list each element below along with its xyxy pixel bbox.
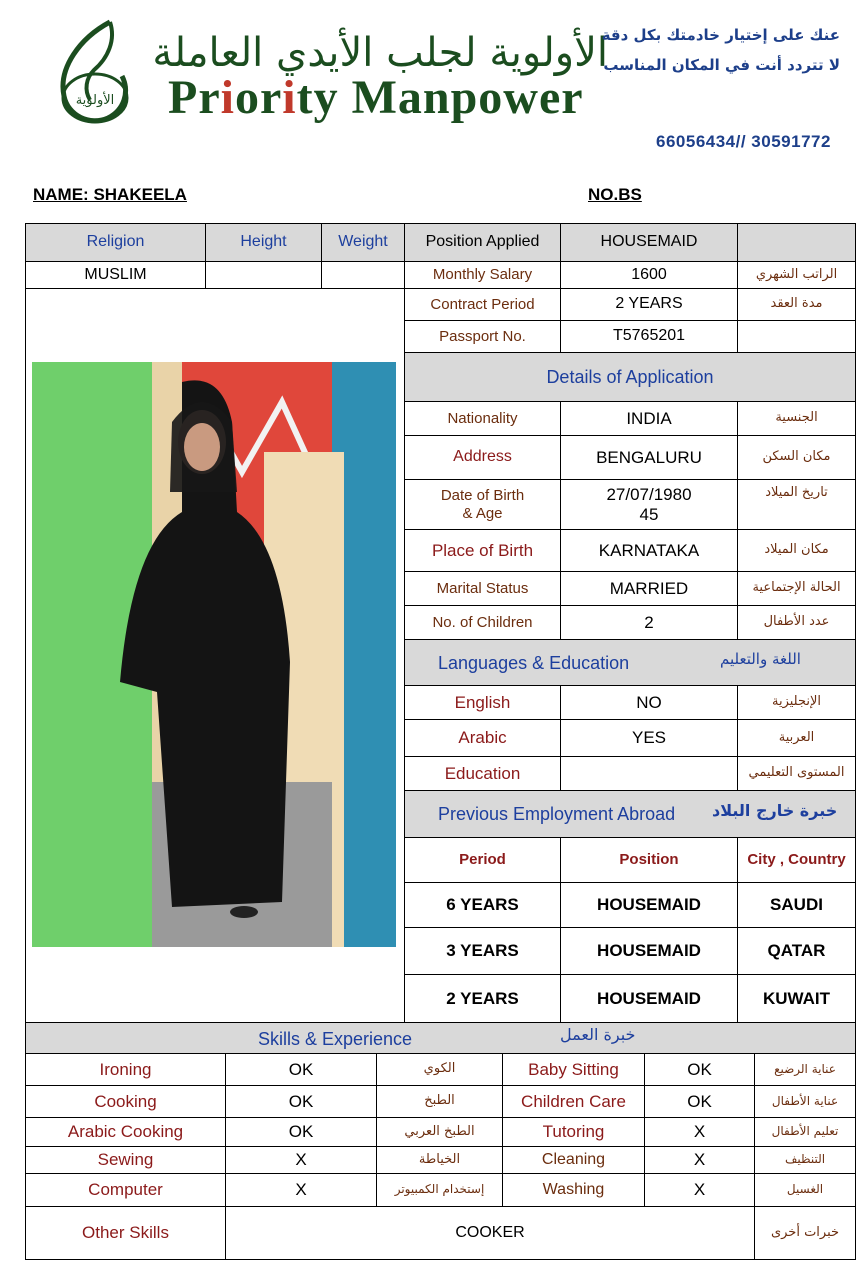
skill-arabic-cooking-arabic: الطبخ العربي [376, 1117, 503, 1147]
contract-label: Contract Period [404, 288, 561, 321]
education-value [560, 756, 738, 791]
skill-tutoring-arabic: تعليم الأطفال [754, 1117, 856, 1147]
employment-row-1-location: SAUDI [737, 882, 856, 928]
nationality-label: Nationality [404, 401, 561, 436]
employment-row-1-position: HOUSEMAID [560, 882, 738, 928]
skill-computer-label: Computer [25, 1173, 226, 1207]
candidate-photo [32, 362, 396, 947]
dob-value: 27/07/1980 45 [560, 479, 738, 530]
reference-number: NO.BS [588, 185, 642, 204]
skill-ironing-arabic: الكوي [376, 1053, 503, 1086]
employment-header: Previous Employment Abroad [438, 804, 676, 824]
skills-header: Skills & Experience [258, 1029, 413, 1049]
contract-arabic: مدة العقد [737, 288, 856, 321]
skill-children-care-arabic: عناية الأطفال [754, 1085, 856, 1118]
weight-value [321, 261, 405, 289]
employment-row-2-location: QATAR [737, 927, 856, 975]
skill-arabic-cooking-value: OK [225, 1117, 377, 1147]
skill-ironing-label: Ironing [25, 1053, 226, 1086]
nationality-arabic: الجنسية [737, 401, 856, 436]
skill-computer-arabic: إستخدام الكمبيوتر [376, 1173, 503, 1207]
skill-sewing-label: Sewing [25, 1146, 226, 1174]
passport-blank-cell [737, 320, 856, 353]
education-arabic: المستوى التعليمي [737, 756, 856, 791]
marital-status-arabic: الحالة الإجتماعية [737, 571, 856, 606]
skill-arabic-cooking-label: Arabic Cooking [25, 1117, 226, 1147]
children-arabic: عدد الأطفال [737, 605, 856, 640]
arabic-label: Arabic [404, 719, 561, 757]
skill-children-care-value: OK [644, 1085, 755, 1118]
languages-header: Languages & Education [438, 653, 630, 673]
place-of-birth-label: Place of Birth [404, 529, 561, 572]
address-value: BENGALURU [560, 435, 738, 480]
phone-numbers: 66056434// 30591772 [656, 132, 831, 151]
height-header: Height [205, 223, 322, 262]
place-of-birth-arabic: مكان الميلاد [737, 529, 856, 572]
skill-cleaning-value: X [644, 1146, 755, 1174]
english-arabic: الإنجليزية [737, 685, 856, 720]
nationality-value: INDIA [560, 401, 738, 436]
skill-cooking-value: OK [225, 1085, 377, 1118]
marital-status-label: Marital Status [404, 571, 561, 606]
skills-header-row [25, 1022, 856, 1054]
employment-col-period: Period [404, 837, 561, 883]
dob-arabic: تاريخ الميلاد [737, 479, 856, 530]
skill-ironing-value: OK [225, 1053, 377, 1086]
employment-row-3-location: KUWAIT [737, 974, 856, 1023]
skill-tutoring-label: Tutoring [502, 1117, 645, 1147]
skill-tutoring-value: X [644, 1117, 755, 1147]
svg-text:الأولوية: الأولوية [75, 93, 115, 108]
salary-arabic: الراتب الشهري [737, 261, 856, 289]
other-skills-arabic: خبرات أخرى [754, 1206, 856, 1260]
height-value [205, 261, 322, 289]
skills-header-arabic: خبرة العمل [560, 1025, 636, 1044]
passport-label: Passport No. [404, 320, 561, 353]
salary-value: 1600 [560, 261, 738, 289]
skill-washing-label: Washing [502, 1173, 645, 1207]
position-applied-value: HOUSEMAID [560, 223, 738, 262]
languages-header-arabic: اللغة والتعليم [720, 650, 801, 668]
employment-row-1-period: 6 YEARS [404, 882, 561, 928]
skill-computer-value: X [225, 1173, 377, 1207]
skill-cleaning-arabic: التنظيف [754, 1146, 856, 1174]
position-blank-cell [737, 223, 856, 262]
company-name-arabic: الأولوية لجلب الأيدي العاملة [152, 30, 608, 76]
slogan-line-1: عنك على إختيار خادمتك بكل دقة [601, 26, 840, 44]
english-label: English [404, 685, 561, 720]
employment-header-arabic: خبرة خارج البلاد [712, 801, 838, 820]
education-label: Education [404, 756, 561, 791]
company-emblem-logo [50, 18, 136, 130]
employment-row-3-period: 2 YEARS [404, 974, 561, 1023]
english-value: NO [560, 685, 738, 720]
address-arabic: مكان السكن [737, 435, 856, 480]
dob-label: Date of Birth & Age [404, 479, 561, 530]
details-header: Details of Application [404, 352, 856, 402]
arabic-value: YES [560, 719, 738, 757]
weight-header: Weight [321, 223, 405, 262]
religion-value: MUSLIM [25, 261, 206, 289]
skill-baby-sitting-value: OK [644, 1053, 755, 1086]
other-skills-value: COOKER [225, 1206, 755, 1260]
employment-row-2-period: 3 YEARS [404, 927, 561, 975]
skill-sewing-value: X [225, 1146, 377, 1174]
place-of-birth-value: KARNATAKA [560, 529, 738, 572]
skill-cooking-arabic: الطبخ [376, 1085, 503, 1118]
address-label: Address [404, 435, 561, 480]
slogan-line-2: لا تتردد أنت في المكان المناسب [603, 56, 840, 74]
skill-washing-value: X [644, 1173, 755, 1207]
other-skills-label: Other Skills [25, 1206, 226, 1260]
children-label: No. of Children [404, 605, 561, 640]
skill-baby-sitting-arabic: عناية الرضيع [754, 1053, 856, 1086]
employment-col-location: City , Country [737, 837, 856, 883]
skill-cleaning-label: Cleaning [502, 1146, 645, 1174]
skill-sewing-arabic: الخياطة [376, 1146, 503, 1174]
employment-row-3-position: HOUSEMAID [560, 974, 738, 1023]
skill-washing-arabic: الغسيل [754, 1173, 856, 1207]
employment-row-2-position: HOUSEMAID [560, 927, 738, 975]
candidate-name: NAME: SHAKEELA [33, 185, 187, 204]
skill-children-care-label: Children Care [502, 1085, 645, 1118]
arabic-arabic: العربية [737, 719, 856, 757]
salary-label: Monthly Salary [404, 261, 561, 289]
skill-cooking-label: Cooking [25, 1085, 226, 1118]
passport-value: T5765201 [560, 320, 738, 353]
marital-status-value: MARRIED [560, 571, 738, 606]
company-name-english: Priority Manpower [168, 71, 584, 124]
employment-col-position: Position [560, 837, 738, 883]
skill-baby-sitting-label: Baby Sitting [502, 1053, 645, 1086]
contract-value: 2 YEARS [560, 288, 738, 321]
children-value: 2 [560, 605, 738, 640]
position-applied-label: Position Applied [404, 223, 561, 262]
religion-header: Religion [25, 223, 206, 262]
